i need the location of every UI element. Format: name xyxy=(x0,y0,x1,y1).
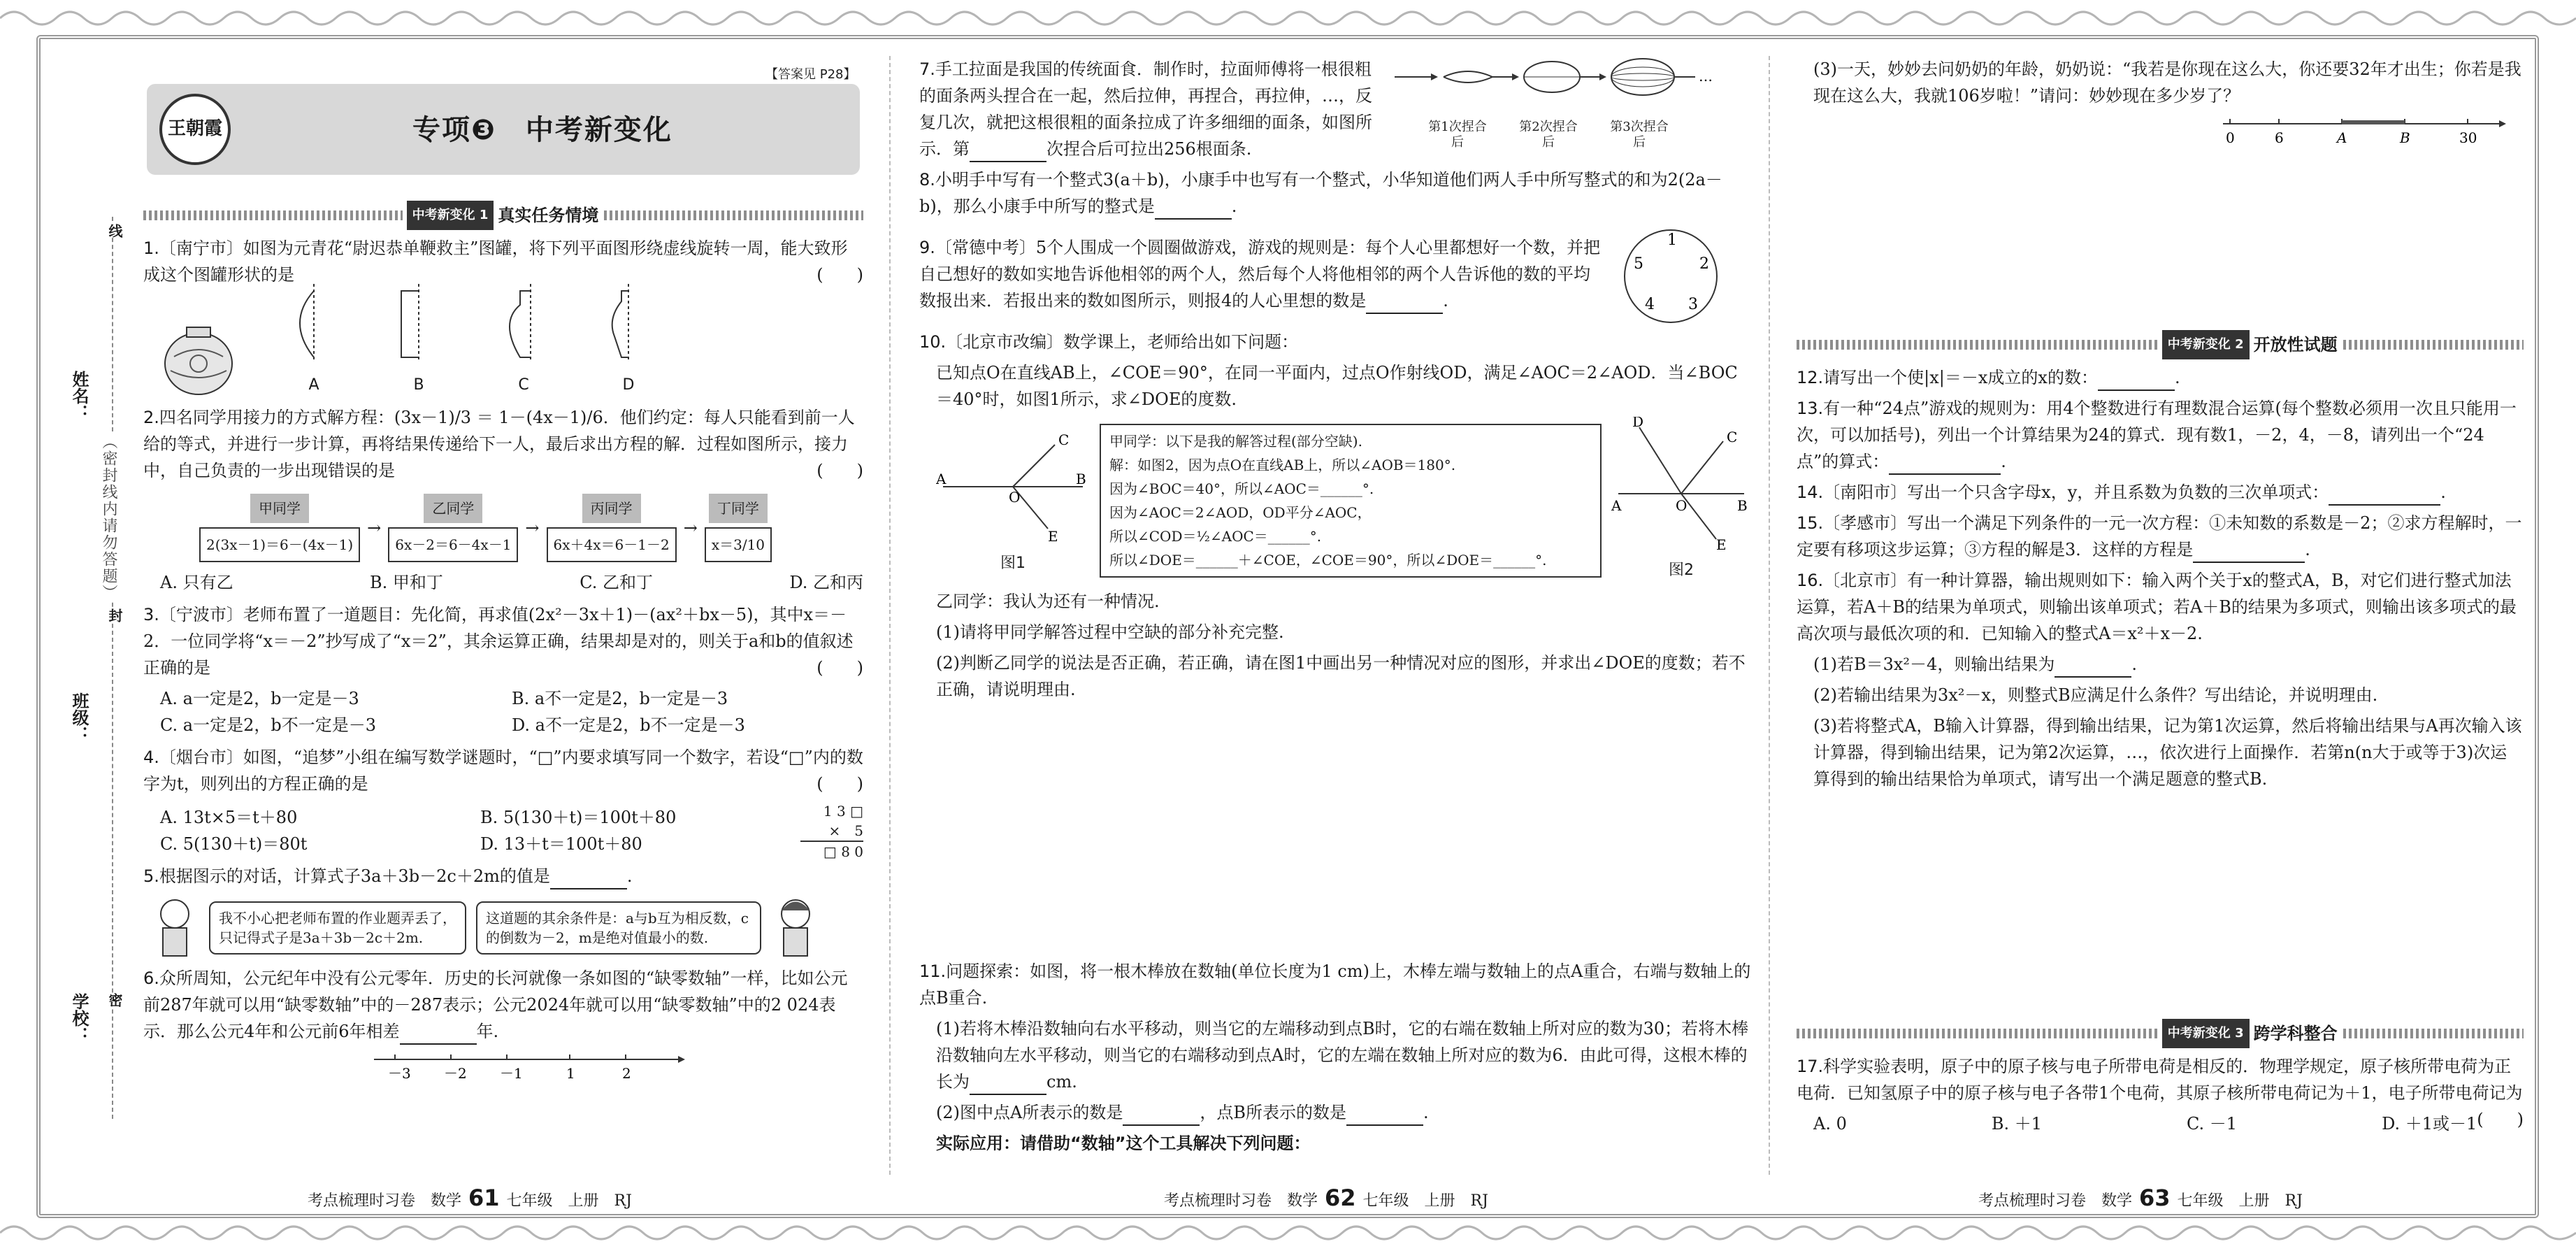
q16-part-2: (2)若输出结果为3x²－x，则整式B应满足什么条件？写出结论，并说明理由. xyxy=(1813,685,2378,705)
q2-options: A. 只有乙 B. 甲和丁 C. 乙和丁 D. 乙和丙 xyxy=(160,573,863,592)
svg-text:O: O xyxy=(1009,489,1021,506)
q10-part-2: (2)判断乙同学的说法是否正确，若正确，请在图1中画出另一种情况对应的图形，并求出∠DOE的度数；若不正确，请说明理由. xyxy=(936,653,1746,699)
school-label: 学校： xyxy=(69,993,89,1043)
q10-yi: 乙同学：我认为还有一种情况. xyxy=(936,592,1160,611)
question-7: 7.手工拉面是我国的传统面食．制作时，拉面师傅将一根很粗的面条两头捏合在一起，然后拉伸，再捏合，再拉伸，…，反复几次，就把这根很粗的面条拉成了许多细细的面条，如图所示．第 次捏合后可拉出256根面条. xyxy=(919,56,1381,162)
q11-part-3: (3)一天，妙妙去问奶奶的年龄，奶奶说：“我若是你现在这么大，你还要32年才出生；你若是我现在这么大，我就106岁啦！”请问：妙妙现在多少岁了？ xyxy=(1813,59,2521,106)
q11-number-line xyxy=(2216,113,2510,148)
q10-part-1: (1)请将甲同学解答过程中空缺的部分补充完整. xyxy=(936,622,1284,642)
q10-statement: 已知点O在直线AB上，∠COE＝90°，在同一平面内，过点O作射线OD，满足∠AOC＝2∠AOD．当∠BOC＝40°时，如图1所示，求∠DOE的度数. xyxy=(936,363,1738,409)
q4-options: A. 13t×5＝t＋80 B. 5(130＋t)＝100t＋80 C. 5(130＋t)＝80t D. 13＋t＝100t＋80 xyxy=(160,808,677,854)
q16-part-1: (1)若B＝3x²－4，则输出结果为 . xyxy=(1813,651,2524,678)
question-4: 4.〔烟台市〕如图，“追梦”小组在编写数学谜题时，“□”内要求填写同一个数字，若设“□”内的数字为t，则列出的方程正确的是 ( ) xyxy=(143,748,863,794)
footer-page-62: 考点梳理时习卷 数学 62 七年级 上册 RJ xyxy=(1164,1185,1488,1211)
seal-note: （密封线内请勿答题） xyxy=(98,434,120,601)
question-1: 1.〔南宁市〕如图为元青花“尉迟恭单鞭救主”图罐，将下列平面图形绕虚线旋转一周，能大致形成这个图罐形状的是 ( ) xyxy=(143,238,863,285)
q10-solution-box: 甲同学：以下是我的解答过程(部分空缺). 解：如图2，因为点O在直线AB上，所以∠AOB＝180°. 因为∠BOC＝40°，所以∠AOC＝______°. 因为∠AOC＝2∠AOD，OD平分∠AOC， 所以∠COD＝½∠AOC＝______°. 所以∠DOE＝______＋∠COE，∠COE＝90°，所以∠DOE＝______°. xyxy=(1100,424,1602,578)
svg-text:C: C xyxy=(1058,431,1070,448)
svg-text:E: E xyxy=(1716,536,1727,550)
q10-figures xyxy=(936,417,1751,584)
question-11: 11.问题探索：如图，将一根木棒放在数轴(单位长度为1 cm)上，木棒左端与数轴上的点A重合，右端与数轴上的点B重合. (1)若将木棒沿数轴向右水平移动，则当它的左端移动到点B时，它的右端在数轴上所对应的数为30；若将木棒沿数轴向左水平移动，则当它的右端移动到点A时，它的左端在数轴上所对应的数为6．由此可得，这根木棒的长为 cm. (2)图中点A所表示的数是 ，点B所表示的数是 . 实际应用：请借助“数轴”这个工具解决下列问题： xyxy=(919,962,1751,1153)
q2-relay-flow: 甲同学 2(3x－1)＝6－(4x－1) → 乙同学 6x－2＝6－4x－1 → 丙同学 6x＋4x＝6－1－2 → 丁同学 x＝3/10 xyxy=(199,494,863,562)
svg-text:2: 2 xyxy=(1699,255,1709,273)
svg-text:B: B xyxy=(1076,471,1086,487)
section-heading-2: 中考新变化 2 开放性试题 xyxy=(1797,332,2524,357)
question-6: 6.众所周知，公元纪年中没有公元零年．历史的长河就像一条如图的“缺零数轴”一样，比如公元前287年就可以用“缺零数轴”中的－287表示；公元2024年就可以用“缺零数轴”中的2 024表示．那么公元4年和公元前6年相差 年. xyxy=(143,965,863,1045)
svg-text:－2: －2 xyxy=(444,1065,467,1082)
q9-circle-figure xyxy=(1618,224,1723,329)
question-9-block xyxy=(919,224,1751,329)
seal-mark-feng: 封 xyxy=(105,608,125,622)
svg-text:A: A xyxy=(2337,129,2347,146)
svg-text:－1: －1 xyxy=(500,1065,523,1082)
brand-logo-icon: 王朝霞 xyxy=(159,94,231,165)
q7-figure: … 第1次捏合后 第2次捏合后 第3次捏合后 xyxy=(1395,56,1730,166)
q3-options: A. a一定是2，b一定是－3 B. a不一定是2，b一定是－3 C. a一定是2，b不一定是－3 D. a不一定是2，b不一定是－3 xyxy=(160,689,745,735)
q6-number-line xyxy=(367,1049,689,1084)
svg-text:1: 1 xyxy=(1667,231,1677,249)
seal-line xyxy=(112,217,113,1119)
svg-text:D: D xyxy=(1632,417,1644,430)
svg-text:1: 1 xyxy=(566,1065,575,1082)
footer-page-61: 考点梳理时习卷 数学 61 七年级 上册 RJ xyxy=(308,1185,632,1211)
question-12: 12.请写出一个使|x|＝－x成立的x的数： . xyxy=(1797,364,2524,391)
angle-figure-1-icon xyxy=(936,424,1090,543)
svg-text:0: 0 xyxy=(2226,129,2235,146)
svg-text:－3: －3 xyxy=(388,1065,411,1082)
section-heading-3: 中考新变化 3 跨学科整合 xyxy=(1797,1021,2524,1046)
svg-text:4: 4 xyxy=(1645,296,1655,313)
wavy-border-top xyxy=(0,4,2576,32)
question-10: 10.〔北京市改编〕数学课上，老师给出如下问题： xyxy=(919,332,1299,352)
question-17: 17.科学实验表明，原子中的原子核与电子所带电荷是相反的．物理学规定，原子核所带电荷为正电荷．已知氢原子中的原子核与电子各带1个电荷，其原子核所带电荷记为＋1，电子所带电荷记为 ( ) xyxy=(1797,1057,2524,1129)
question-3: 3.〔宁波市〕老师布置了一道题目：先化简，再求值(2x²－3x＋1)－(ax²＋bx－5)，其中x＝－2．一位同学将“x＝－2”抄写成了“x＝2”，其余运算正确，结果却是对的，则关于a和b的值叙述正确的是 ( ) xyxy=(143,605,863,678)
question-13: 13.有一种“24点”游戏的规则为：用4个整数进行有理数混合运算(每个整数必须用一次且只能用一次，可以加括号)，列出一个计算结果为24的算式．现有数1，－2，4，－8，请列出一个“24点”的算式： . xyxy=(1797,395,2524,475)
open-questions xyxy=(1797,325,2524,796)
angle-figure-2-icon xyxy=(1611,417,1751,550)
question-15: 15.〔孝感市〕写出一个满足下列条件的一元一次方程：①未知数的系数是－2；②求方程解时，一定要有移项这步运算；③方程的解是3．这样的方程是 . xyxy=(1797,510,2524,563)
cross-discipline xyxy=(1797,1014,2524,1143)
noodle-fold-icon xyxy=(1395,56,1730,112)
svg-text:3: 3 xyxy=(1688,296,1698,313)
svg-text:E: E xyxy=(1048,528,1058,543)
svg-text:…: … xyxy=(1699,68,1713,85)
svg-text:A: A xyxy=(1611,497,1622,514)
question-9: 9.〔常德中考〕5个人围成一个圆圈做游戏，游戏的规则是：每个人心里都想好一个数，并把自己想好的数如实地告诉他相邻的两个人，然后每个人将他相邻的两个人告诉他的数的平均数报出来．若报出来的数如图所示，则报4的人心里想的数是 . xyxy=(919,234,1604,314)
page-62 xyxy=(919,56,1751,1153)
jar-image-icon xyxy=(160,322,237,399)
seal-mark-mi: 密 xyxy=(105,993,125,1007)
name-label: 姓名： xyxy=(69,371,89,421)
svg-text:6: 6 xyxy=(2275,129,2284,146)
shape-c-icon xyxy=(496,280,552,364)
wavy-border-bottom xyxy=(0,1219,2576,1247)
svg-text:30: 30 xyxy=(2459,129,2477,146)
section-heading-1: 中考新变化 1 真实任务情境 xyxy=(143,203,863,228)
svg-text:5: 5 xyxy=(1634,255,1643,273)
svg-text:A: A xyxy=(936,471,947,487)
wooden-stick xyxy=(2342,120,2405,124)
answer-reference: 【答案见 P28】 xyxy=(765,67,856,82)
question-7-block xyxy=(919,56,1751,166)
question-14: 14.〔南阳市〕写出一个只含字母x，y，并且系数为负数的三次单项式： . xyxy=(1797,479,2524,506)
q1-figures: A B C D xyxy=(160,294,863,399)
class-label: 班级： xyxy=(69,692,89,743)
girl-cartoon-icon xyxy=(771,896,820,959)
q17-options: A. 0 B. ＋1 C. －1 D. ＋1或－1 xyxy=(1813,1114,2477,1134)
svg-text:2: 2 xyxy=(622,1065,631,1082)
q4-body xyxy=(143,801,863,863)
page-title: 专项❸ 中考新变化 xyxy=(412,114,672,146)
question-16: 16.〔北京市〕有一种计算器，输出规则如下：输入两个关于x的整式A，B，对它们进行整式加法运算，若A＋B的结果为单项式，则输出该单项式；若A＋B的结果为多项式，则输出该多项式的最高次项与最低次项的和．已知输入的整式A＝x²＋x－2. xyxy=(1797,571,2517,643)
shape-a-icon xyxy=(286,280,342,364)
section-header xyxy=(147,84,860,175)
question-8: 8.小明手中写有一个整式3(a＋b)，小康手中也写有一个整式，小华知道他们两人手中所写整式的和为2(2a－b)，那么小康手中所写的整式是 . xyxy=(919,166,1751,220)
q10-fig2: A B D C E O 图2 xyxy=(1611,417,1751,584)
q10-fig1: A B C E O 图1 xyxy=(936,424,1090,577)
svg-text:B: B xyxy=(2400,129,2410,146)
boy-cartoon-icon xyxy=(150,896,199,959)
footer-page-63: 考点梳理时习卷 数学 63 七年级 上册 RJ xyxy=(1978,1185,2303,1211)
question-2: 2.四名同学用接力的方式解方程：(3x－1)/3 ＝ 1－(4x－1)/6．他们约定：每人只能看到前一人给的等式，并进行一步计算，再将结果传递给下一人，最后求出方程的解．过程如图所示，接力中，自己负责的一步出现错误的是 ( ) xyxy=(143,408,863,480)
q4-puzzle: 1 3 □ × 5 □ 8 0 xyxy=(800,801,863,863)
column-divider-1 xyxy=(889,56,891,1175)
svg-text:C: C xyxy=(1727,429,1738,445)
svg-text:B: B xyxy=(1737,497,1748,514)
question-5: 5.根据图示的对话，计算式子3a＋3b－2c＋2m的值是 . xyxy=(143,863,863,889)
q16-part-3: (3)若将整式A，B输入计算器，得到输出结果，记为第1次运算，然后将输出结果与A再次输入该计算器，得到输出结果，记为第2次运算，…，依次进行上面操作．若第n(n大于或等于3)次运算得到的输出结果恰为单项式，请写出一个满足题意的整式B. xyxy=(1813,716,2522,789)
seal-mark-line: 线 xyxy=(105,224,125,238)
column-divider-2 xyxy=(1769,56,1770,1175)
shape-b-icon xyxy=(391,280,447,364)
q5-dialogue: 我不小心把老师布置的作业题弄丢了，只记得式子是3a＋3b－2c＋2m. 这道题的其余条件是：a与b互为相反数，c的倒数为－2，m是绝对值最小的数. xyxy=(150,896,863,959)
shape-d-icon xyxy=(600,280,656,364)
svg-text:O: O xyxy=(1676,497,1688,514)
page-61 xyxy=(143,196,863,1092)
page-63 xyxy=(1797,56,2524,1134)
